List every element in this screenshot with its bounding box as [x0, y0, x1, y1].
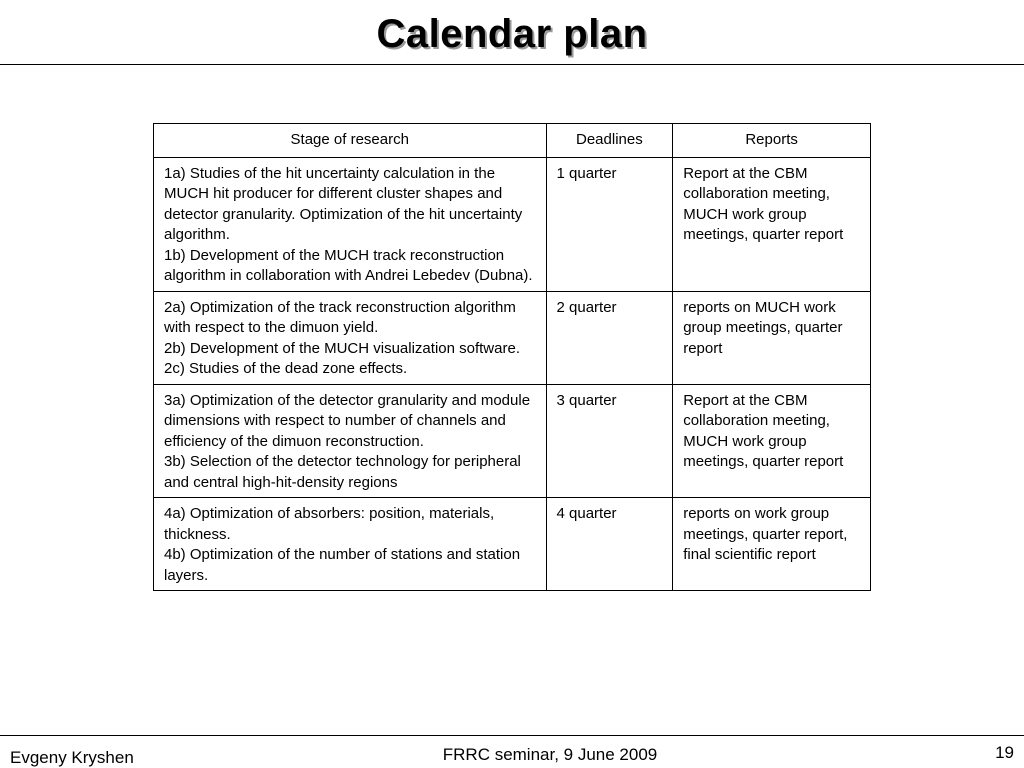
stage-item: 4b) Optimization of the number of stations and station layers. — [164, 546, 521, 584]
header-deadlines: Deadlines — [546, 124, 673, 158]
slide-title: Calendar plan — [376, 12, 648, 56]
stage-item: 2a) Optimization of the track reconstruction algorithm with respect to the dimuon yield. — [164, 298, 516, 336]
reports-cell: reports on work group meetings, quarter report, final scientific report — [673, 498, 871, 591]
deadline-cell: 1 quarter — [546, 157, 673, 291]
header-reports: Reports — [673, 124, 871, 158]
table-row — [154, 498, 871, 591]
stage-item: 1b) Development of the MUCH track reconstruction algorithm in collaboration with Andrei Lebedev (Dubna). — [164, 246, 533, 284]
table-header-row — [154, 124, 871, 158]
deadline-cell: 2 quarter — [546, 291, 673, 384]
footer-divider — [0, 735, 1024, 736]
page-number: 19 — [995, 743, 1014, 762]
reports-cell: reports on MUCH work group meetings, quarter report — [673, 291, 871, 384]
stage-item: 2b) Development of the MUCH visualization software. — [164, 339, 520, 357]
deadline-cell: 4 quarter — [546, 498, 673, 591]
deadline-cell: 3 quarter — [546, 384, 673, 498]
table-row — [154, 384, 871, 498]
header-stage: Stage of research — [154, 124, 547, 158]
reports-cell: Report at the CBM collaboration meeting, MUCH work group meetings, quarter report — [673, 384, 871, 498]
table-row — [154, 157, 871, 291]
stage-item: 3a) Optimization of the detector granularity and module dimensions with respect to number of channels and efficiency of the dimuon reconstruction. — [164, 391, 531, 450]
stage-item: 4a) Optimization of absorbers: position, materials, thickness. — [164, 505, 495, 543]
stage-cell — [154, 291, 547, 384]
stage-cell — [154, 498, 547, 591]
reports-cell: Report at the CBM collaboration meeting, MUCH work group meetings, quarter report — [673, 157, 871, 291]
stage-item: 2c) Studies of the dead zone effects. — [164, 360, 408, 377]
stage-cell — [154, 157, 547, 291]
stage-cell — [154, 384, 547, 498]
table-row — [154, 291, 871, 384]
calendar-plan-table — [153, 123, 871, 591]
title-divider — [0, 64, 1024, 65]
stage-item: 3b) Selection of the detector technology for peripheral and central high-hit-density regions — [164, 453, 521, 491]
footer-event: FRRC seminar, 9 June 2009 — [442, 745, 658, 764]
footer-author: Evgeny Kryshen — [10, 748, 134, 767]
stage-item: 1a) Studies of the hit uncertainty calculation in the MUCH hit producer for different cluster shapes and detector granularity. Optimization of the hit uncertainty algorithm. — [164, 164, 523, 243]
